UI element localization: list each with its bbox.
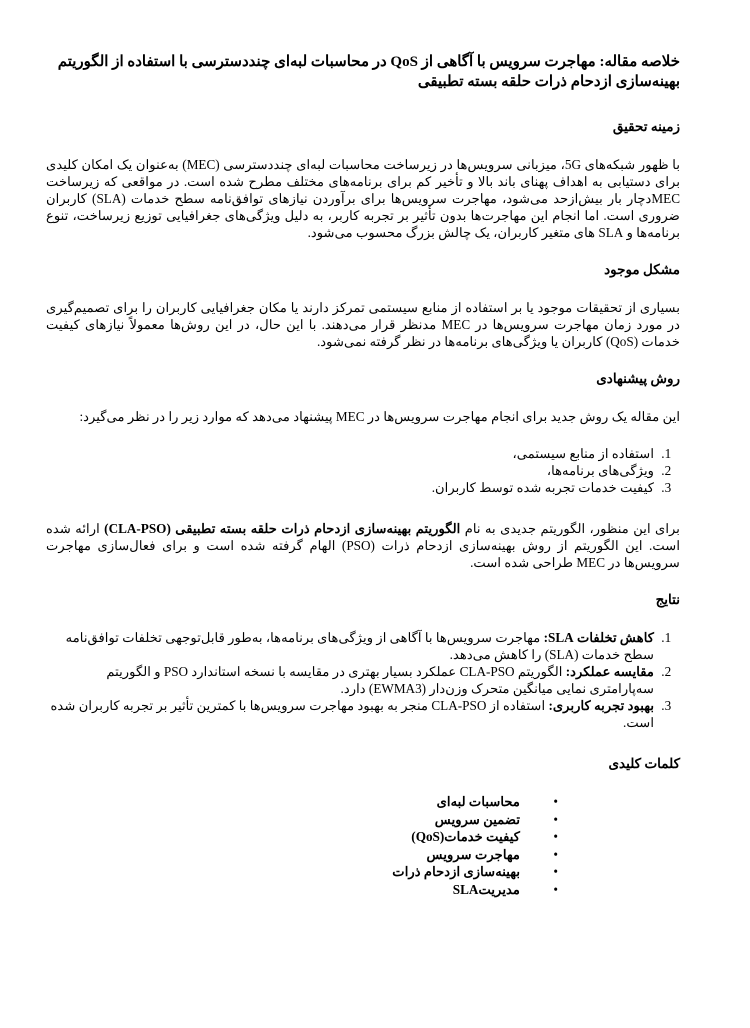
keyword-item: • مدیریتSLA — [46, 881, 680, 899]
result-label: کاهش تخلفات SLA: — [543, 630, 654, 645]
method-algorithm-name: الگوریتم بهینه‌سازی ازدحام ذرات حلقه بسته تطبیقی (CLA-PSO) — [104, 521, 461, 536]
document-title: خلاصه مقاله: مهاجرت سرویس با آگاهی از QoS در محاسبات لبه‌ای چنددسترسی با استفاده از الگوریتم بهینه‌سازی ازدحام ذرات حلقه بسته تطبیقی — [57, 54, 680, 90]
keyword-item: • کیفیت خدمات(QoS) — [46, 828, 680, 846]
result-text: استفاده از CLA-PSO منجر به بهبود مهاجرت سرویس‌ها با کمترین تأثیر بر تجربه کاربران شده است. — [50, 698, 654, 730]
background-heading: زمینه تحقیق — [612, 119, 680, 134]
problem-heading: مشکل موجود — [604, 262, 680, 277]
result-text: الگوریتم CLA-PSO عملکرد بسیار بهتری در مقایسه با نسخه استاندارد PSO و الگوریتم سه‌پارامتری نمایی میانگین متحرک وزن‌دار (EWMA3) دارد. — [106, 664, 654, 696]
list-item: 2. ویژگی‌های برنامه‌ها، — [46, 462, 658, 479]
method-paragraph-start: برای این منظور، الگوریتم جدیدی به نام — [460, 521, 680, 536]
method-intro: این مقاله یک روش جدید برای انجام مهاجرت سرویس‌ها در MEC پیشنهاد می‌دهد که موارد زیر را در نظر می‌گیرد: — [79, 409, 680, 424]
result-label: مقایسه عملکرد: — [565, 664, 654, 679]
keyword-item: • تضمین سرویس — [46, 811, 680, 829]
background-paragraph: با ظهور شبکه‌های 5G، میزبانی سرویس‌ها در زیرساخت محاسبات لبه‌ای چنددسترسی (MEC) به‌عنوان یک امکان کلیدی برای دستیابی به اهداف پهنای باند بالا و تأخیر کم برای برنامه‌های مختلف مطرح شده است. در مواقعی که زیرساخت MECدچار بار بیش‌ازحد می‌شود، مهاجرت سرویس‌ها برای برآوردن نیازهای توافق‌نامه سطح خدمات (SLA) کاربران ضروری است. اما انجام این مهاجرت‌ها بدون تأثیر بر تجربه کاربر، به دلیل ویژگی‌های جغرافیایی توزیع زیرساخت، تنوع برنامه‌ها و SLA های متغیر کاربران، یک چالش بزرگ محسوب می‌شود. — [46, 157, 680, 240]
method-heading: روش پیشنهادی — [596, 371, 680, 386]
list-item: 3. کیفیت خدمات تجربه شده توسط کاربران. — [46, 479, 658, 496]
result-label: بهبود تجربه کاربری: — [548, 698, 654, 713]
results-list — [46, 629, 680, 731]
results-heading: نتایج — [655, 592, 680, 607]
list-item: 1. استفاده از منابع سیستمی، — [46, 445, 658, 462]
problem-paragraph: بسیاری از تحقیقات موجود یا بر استفاده از منابع سیستمی تمرکز دارند یا مکان جغرافیایی کاربران را برای تصمیم‌گیری در مورد زمان مهاجرت سرویس‌ها در MEC مدنظر قرار می‌دهند. با این حال، در این روش‌ها معمولاً نیازهای کیفیت خدمات (QoS) کاربران یا ویژگی‌های برنامه‌ها در نظر گرفته نمی‌شود. — [46, 300, 681, 349]
method-list — [46, 445, 680, 496]
keywords-heading: کلمات کلیدی — [608, 756, 680, 771]
list-item — [46, 697, 658, 731]
keyword-item: • بهینه‌سازی ازدحام ذرات — [46, 863, 680, 881]
list-item — [46, 629, 658, 663]
list-item — [46, 663, 658, 697]
keyword-item: • محاسبات لبه‌ای — [46, 793, 680, 811]
method-paragraph — [46, 520, 680, 571]
keywords-list — [46, 793, 680, 898]
method-paragraph-end: ارائه شده است. این الگوریتم از روش بهینه‌سازی ازدحام ذرات (PSO) الهام گرفته شده است و برای فعال‌سازی مهاجرت سرویس‌ها در MEC طراحی شده است. — [46, 521, 680, 570]
keyword-item: • مهاجرت سرویس — [46, 846, 680, 864]
result-text: مهاجرت سرویس‌ها با آگاهی از ویژگی‌های برنامه‌ها، به‌طور قابل‌توجهی تخلفات توافق‌نامه سطح خدمات (SLA) را کاهش می‌دهد. — [65, 630, 654, 662]
